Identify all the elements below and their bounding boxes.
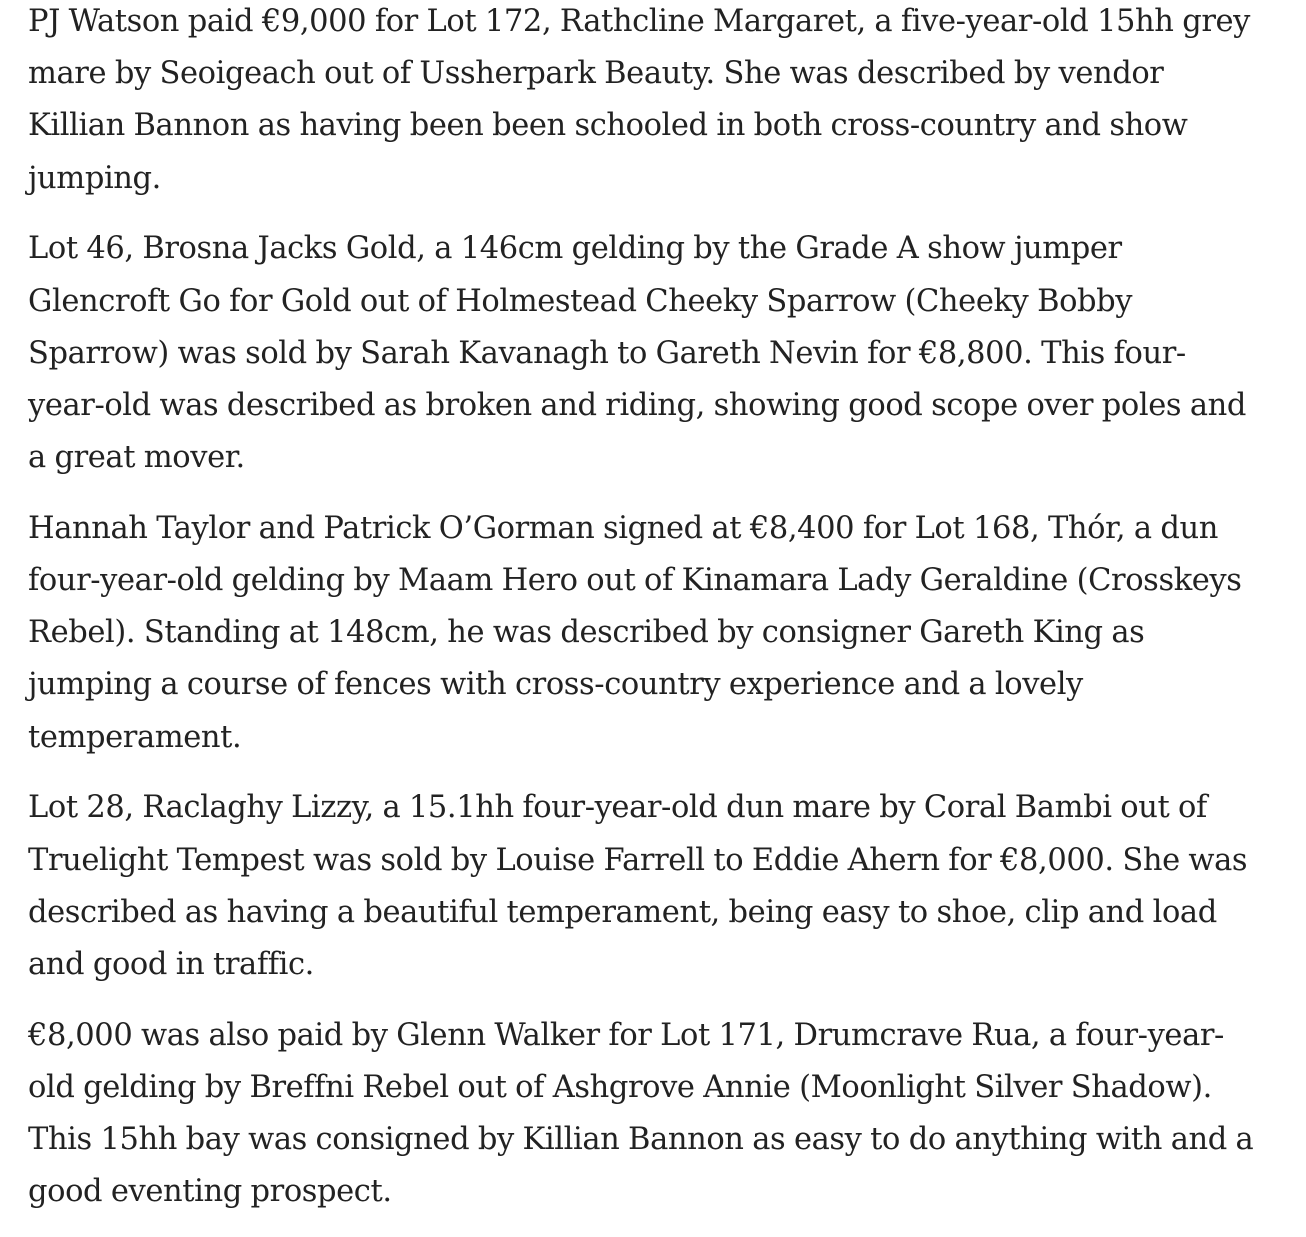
article-paragraph-lot-28: Lot 28, Raclaghy Lizzy, a 15.1hh four-year-old dun mare by Coral Bambi out of Truelight Tempest was sold by Louise Farrell to Eddie Ahern for €8,000. She was described as having a beautiful temperament, being easy to shoe, clip and load and good in traffic.: [28, 790, 1248, 982]
article-paragraph-lot-172: PJ Watson paid €9,000 for Lot 172, Rathcline Margaret, a five-year-old 15hh grey mare by Seoigeach out of Ussherpark Beauty. She was described by vendor Killian Bannon as having been been schooled in both cross-country and show jumping.: [28, 4, 1251, 196]
article-paragraph-lot-168: Hannah Taylor and Patrick O’Gorman signed at €8,400 for Lot 168, Thór, a dun four-year-old gelding by Maam Hero out of Kinamara Lady Geraldine (Crosskeys Rebel). Standing at 148cm, he was described by consigner Gareth King as jumping a course of fences with cross-country experience and a lovely temperament.: [28, 510, 1242, 755]
article-body: [28, 0, 1258, 1237]
article-paragraph-lot-46: Lot 46, Brosna Jacks Gold, a 146cm gelding by the Grade A show jumper Glencroft Go for Gold out of Holmestead Cheeky Sparrow (Cheeky Bobby Sparrow) was sold by Sarah Kavanagh to Gareth Nevin for €8,800. This four-year-old was described as broken and riding, showing good scope over poles and a great mover.: [28, 231, 1246, 476]
article-paragraph-lot-171: €8,000 was also paid by Glenn Walker for Lot 171, Drumcrave Rua, a four-year-old gelding by Breffni Rebel out of Ashgrove Annie (Moonlight Silver Shadow). This 15hh bay was consigned by Killian Bannon as easy to do anything with and a good eventing prospect.: [28, 1017, 1254, 1210]
